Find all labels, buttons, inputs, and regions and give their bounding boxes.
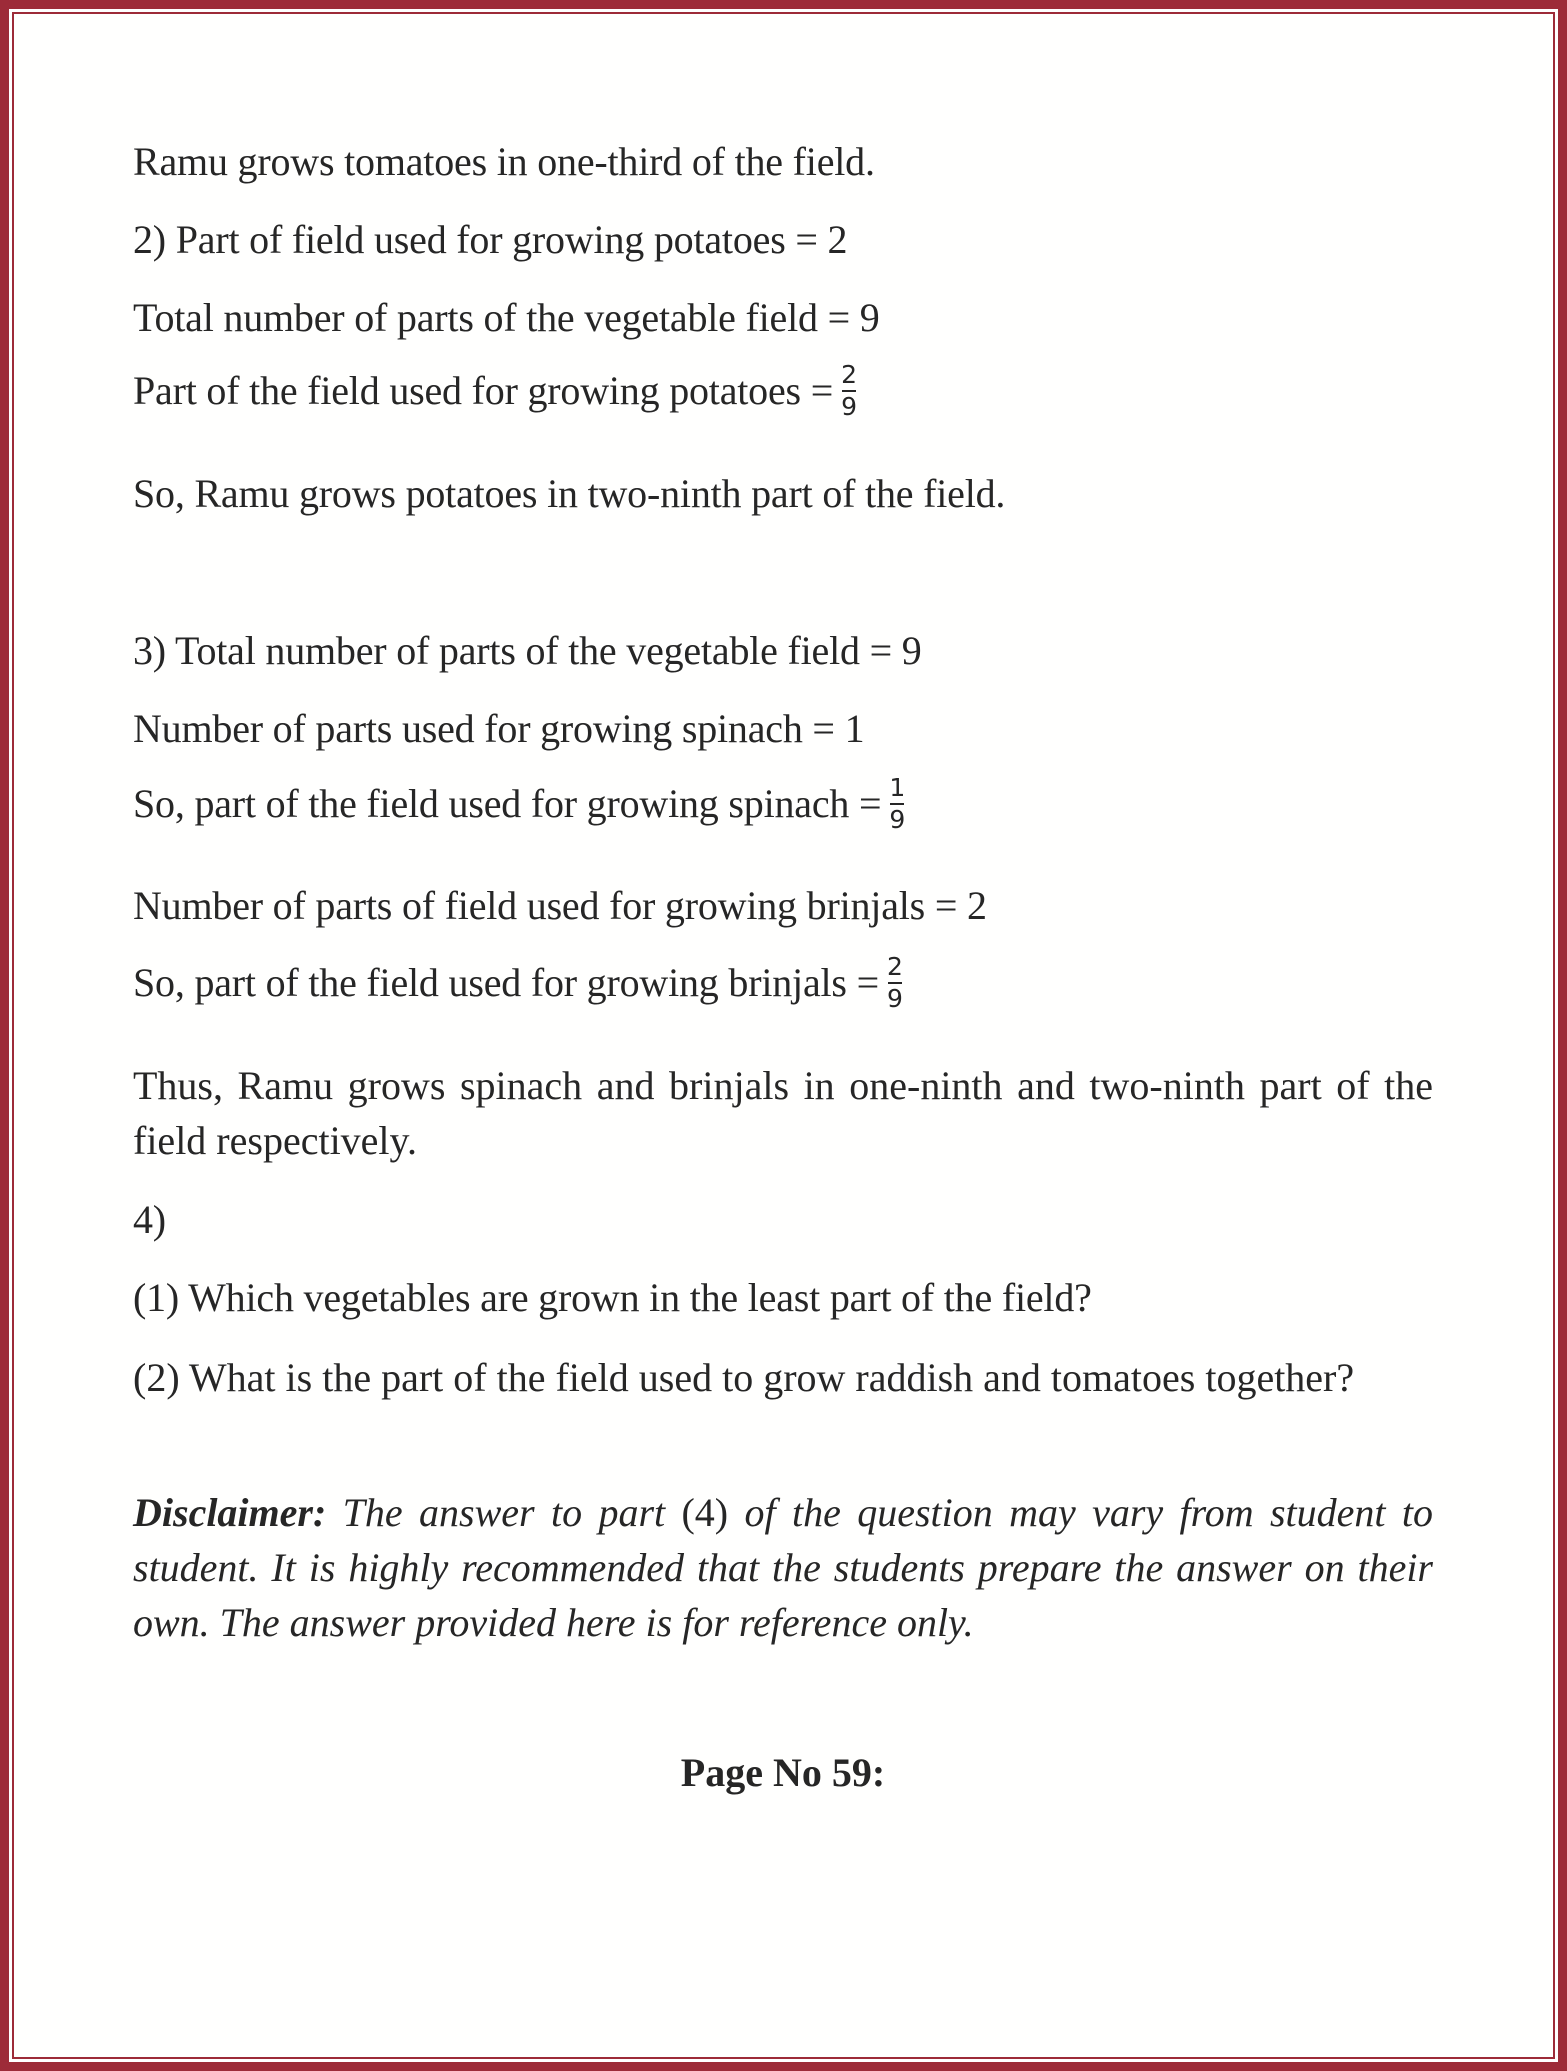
fraction-two-ninths bbox=[885, 954, 905, 1012]
fraction-denominator: 9 bbox=[886, 984, 903, 1013]
q4-label: 4) bbox=[133, 1197, 166, 1242]
fraction-numerator: 2 bbox=[841, 360, 857, 389]
q2-potatoes-parts: 2) Part of field used for growing potatoes = 2 bbox=[133, 217, 848, 262]
q3-total-parts: 3) Total number of parts of the vegetable field = 9 bbox=[133, 628, 922, 673]
disclaimer bbox=[133, 1485, 1433, 1650]
q2-potatoes-fraction-line bbox=[133, 360, 859, 424]
fraction-numerator: 2 bbox=[886, 952, 903, 981]
q3-conclusion: Thus, Ramu grows spinach and brinjals in one-ninth and two-ninth part of the field respectively. bbox=[133, 1063, 1433, 1163]
fraction-denominator: 9 bbox=[841, 392, 857, 421]
q2-conclusion: So, Ramu grows potatoes in two-ninth part of the field. bbox=[133, 471, 1006, 516]
fraction-two-ninths bbox=[839, 362, 859, 420]
fraction-numerator: 1 bbox=[889, 773, 906, 802]
page-heading: Page No 59: bbox=[680, 1750, 886, 1795]
fraction-one-ninth bbox=[887, 775, 907, 833]
disclaimer-text-before: The answer to part bbox=[326, 1490, 682, 1535]
q4-question-2: (2) What is the part of the field used to grow raddish and tomatoes together? bbox=[133, 1355, 1355, 1400]
q3-brinjal-fraction-label: So, part of the field used for growing brinjals = bbox=[133, 960, 879, 1006]
q2-potatoes-fraction-label: Part of the field used for growing potatoes = bbox=[133, 368, 834, 414]
q3-spinach-fraction-line bbox=[133, 773, 907, 837]
disclaimer-label: Disclaimer: bbox=[133, 1490, 327, 1535]
q3-spinach-parts: Number of parts used for growing spinach = 1 bbox=[133, 706, 865, 751]
tomatoes-conclusion: Ramu grows tomatoes in one-third of the field. bbox=[133, 139, 875, 184]
q3-spinach-fraction-label: So, part of the field used for growing spinach = bbox=[133, 781, 882, 827]
q3-brinjal-parts: Number of parts of field used for growing brinjals = 2 bbox=[133, 883, 987, 928]
q3-brinjal-fraction-line bbox=[133, 952, 905, 1016]
fraction-denominator: 9 bbox=[889, 805, 906, 834]
disclaimer-part-ref: (4) bbox=[681, 1490, 729, 1535]
disclaimer-text-after: of the question may vary from student to student. It is highly recommended that the students prepare the answer on their own. The answer provided here is for reference only. bbox=[133, 1490, 1434, 1645]
q4-question-1: (1) Which vegetables are grown in the least part of the field? bbox=[133, 1275, 1092, 1320]
q2-total-parts: Total number of parts of the vegetable field = 9 bbox=[133, 295, 880, 340]
